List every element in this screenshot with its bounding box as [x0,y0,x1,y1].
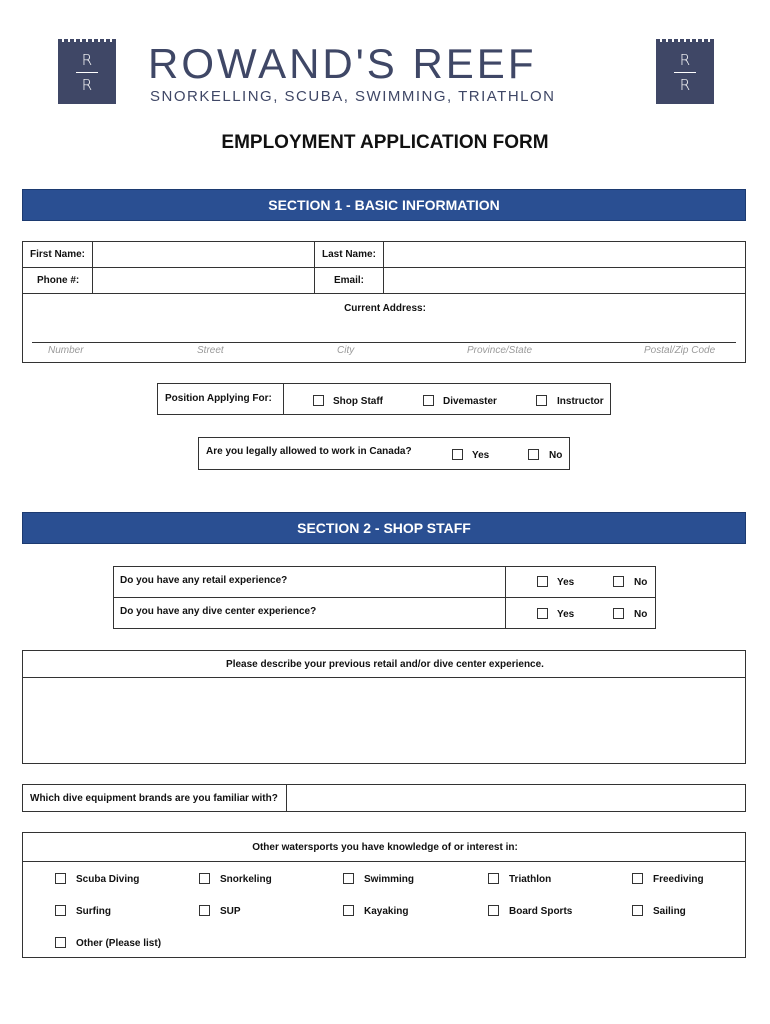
sport-sailing-label: Sailing [653,906,686,917]
address-hint-number: Number [48,345,84,356]
sport-swimming-checkbox[interactable] [343,873,354,884]
address-label: Current Address: [344,303,426,314]
watersports-label: Other watersports you have knowledge of or interest in: [252,842,518,853]
address-hint-city: City [337,345,355,356]
sport-board-sports-checkbox[interactable] [488,905,499,916]
sport-scuba-diving-label: Scuba Diving [76,874,140,885]
sport-freediving-label: Freediving [653,874,704,885]
position-instructor-label: Instructor [557,396,604,407]
last-name-field[interactable] [385,242,745,267]
sport-kayaking-checkbox[interactable] [343,905,354,916]
sport-surfing-checkbox[interactable] [55,905,66,916]
brand-tagline: SNORKELLING, SCUBA, SWIMMING, TRIATHLON [150,88,556,105]
legal-work-yes-label: Yes [472,450,490,461]
form-title: EMPLOYMENT APPLICATION FORM [221,132,549,153]
retail-yes-label: Yes [557,577,575,588]
position-shop-staff-label: Shop Staff [333,396,383,407]
sport-sailing-checkbox[interactable] [632,905,643,916]
describe-experience-label: Please describe your previous retail and/or dive center experience. [226,659,544,670]
phone-field[interactable] [94,268,313,293]
describe-experience-textarea[interactable] [24,679,744,762]
position-shop-staff-checkbox[interactable] [313,395,324,406]
sport-surfing-label: Surfing [76,906,111,917]
sport-snorkeling-label: Snorkeling [220,874,272,885]
position-label: Position Applying For: [165,393,272,404]
retail-no-label: No [634,577,648,588]
sport-other-checkbox[interactable] [55,937,66,948]
logo-mark-top: R [81,51,93,69]
sport-snorkeling-checkbox[interactable] [199,873,210,884]
logo-mark-bottom: R [679,76,691,94]
email-field[interactable] [385,268,745,293]
phone-label: Phone #: [37,275,80,286]
brand-name: ROWAND'S REEF [148,40,537,87]
logo-mark-bottom: R [81,76,93,94]
brands-label: Which dive equipment brands are you familiar with? [30,793,278,804]
dive-center-no-checkbox[interactable] [613,608,624,619]
brands-field[interactable] [288,785,744,811]
address-field[interactable] [32,318,736,342]
dive-center-experience-question: Do you have any dive center experience? [120,606,317,617]
position-divemaster-label: Divemaster [443,396,497,407]
address-hint-street: Street [197,345,224,356]
email-label: Email: [334,275,365,286]
dive-center-no-label: No [634,609,648,620]
section-2-header: SECTION 2 - SHOP STAFF [22,512,746,544]
logo-left [58,42,116,104]
section-1-header: SECTION 1 - BASIC INFORMATION [22,189,746,221]
sport-sup-checkbox[interactable] [199,905,210,916]
logo-mark-top: R [679,51,691,69]
position-instructor-checkbox[interactable] [536,395,547,406]
sport-scuba-diving-checkbox[interactable] [55,873,66,884]
address-hint-postal: Postal/Zip Code [644,345,716,356]
legal-work-yes-checkbox[interactable] [452,449,463,460]
sport-triathlon-label: Triathlon [509,874,552,885]
first-name-label: First Name: [30,249,86,260]
retail-no-checkbox[interactable] [613,576,624,587]
sport-other-label: Other (Please list) [76,938,162,949]
sport-triathlon-checkbox[interactable] [488,873,499,884]
position-divemaster-checkbox[interactable] [423,395,434,406]
legal-work-no-label: No [549,450,563,461]
retail-experience-question: Do you have any retail experience? [120,575,288,586]
dive-center-yes-label: Yes [557,609,575,620]
legal-work-question: Are you legally allowed to work in Canada? [206,446,412,457]
retail-yes-checkbox[interactable] [537,576,548,587]
legal-work-no-checkbox[interactable] [528,449,539,460]
first-name-field[interactable] [94,242,313,267]
address-hint-province: Province/State [467,345,533,356]
sport-freediving-checkbox[interactable] [632,873,643,884]
last-name-label: Last Name: [322,249,376,260]
sport-board-sports-label: Board Sports [509,906,573,917]
sport-swimming-label: Swimming [364,874,415,885]
sport-sup-label: SUP [220,906,241,917]
dive-center-yes-checkbox[interactable] [537,608,548,619]
sport-kayaking-label: Kayaking [364,906,409,917]
logo-right [656,42,714,104]
